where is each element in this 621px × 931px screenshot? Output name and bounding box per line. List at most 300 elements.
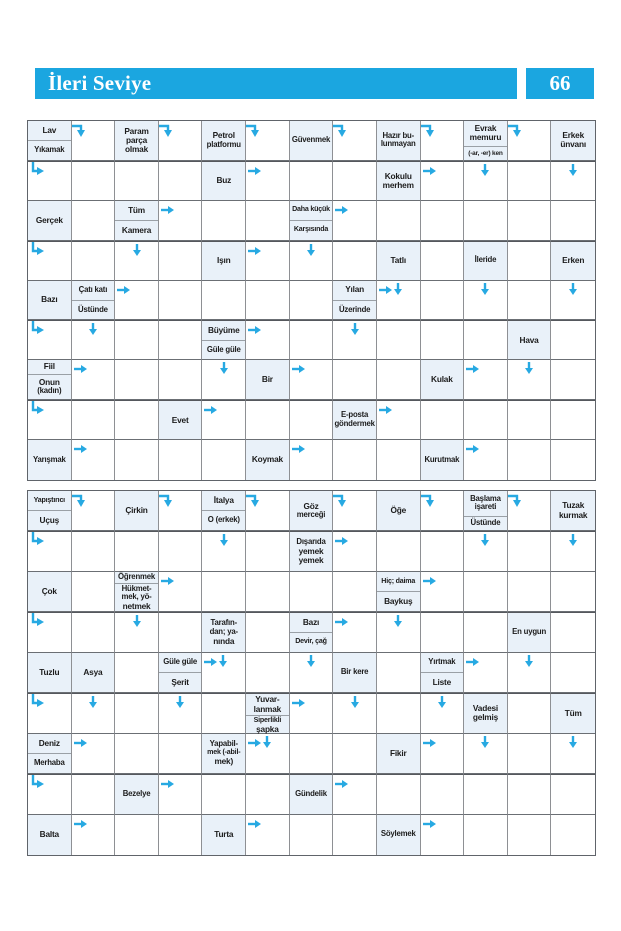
down-arrow-icon — [568, 534, 578, 547]
answer-cell[interactable] — [508, 440, 552, 480]
down-arrow-icon — [88, 323, 98, 336]
answer-cell[interactable] — [551, 734, 595, 774]
clue-text: Buz — [216, 175, 232, 186]
answer-cell[interactable] — [551, 774, 595, 814]
answer-cell[interactable] — [159, 491, 203, 531]
answer-cell[interactable] — [159, 693, 203, 733]
answer-cell[interactable] — [508, 693, 552, 733]
answer-cell[interactable] — [551, 815, 595, 855]
clue-content — [464, 242, 507, 280]
clue-text: Tüm — [115, 201, 158, 221]
clue-content — [115, 201, 158, 240]
clue-text: Güle güle — [206, 344, 241, 354]
down-arrow-icon — [350, 696, 360, 709]
answer-cell[interactable] — [202, 360, 246, 400]
answer-cell[interactable] — [421, 815, 465, 855]
header-bar — [35, 68, 517, 99]
down-arrow-icon — [219, 534, 229, 547]
answer-cell[interactable] — [246, 121, 290, 161]
clue-content — [333, 281, 376, 320]
answer-cell[interactable] — [115, 612, 159, 652]
answer-cell[interactable] — [377, 320, 421, 360]
answer-cell[interactable] — [421, 693, 465, 733]
clue-cell — [421, 653, 465, 693]
answer-cell[interactable] — [377, 201, 421, 241]
answer-cell[interactable] — [72, 440, 116, 480]
clue-content — [421, 653, 464, 692]
answer-cell[interactable] — [421, 612, 465, 652]
answer-cell[interactable] — [159, 121, 203, 161]
clue-cell — [115, 774, 159, 814]
down-arrow-icon — [524, 362, 534, 375]
answer-cell[interactable] — [508, 491, 552, 531]
answer-cell[interactable] — [290, 281, 334, 321]
clue-content — [290, 613, 333, 651]
right-arrow-icon — [423, 738, 437, 748]
clue-cell — [246, 440, 290, 480]
answer-cell[interactable] — [72, 201, 116, 241]
answer-cell[interactable] — [377, 693, 421, 733]
answer-cell[interactable] — [333, 161, 377, 201]
clue-text: Kamera — [121, 224, 152, 235]
clue-text: Baykuş — [384, 596, 413, 607]
answer-cell[interactable] — [246, 201, 290, 241]
clue-cell — [377, 491, 421, 531]
answer-cell[interactable] — [115, 400, 159, 440]
answer-cell[interactable] — [115, 815, 159, 855]
answer-cell[interactable] — [377, 360, 421, 400]
answer-cell[interactable] — [508, 774, 552, 814]
answer-cell[interactable] — [464, 400, 508, 440]
clue-content — [28, 281, 71, 320]
down-arrow-icon — [393, 283, 403, 296]
answer-cell[interactable] — [246, 241, 290, 281]
answer-cell[interactable] — [464, 572, 508, 612]
answer-cell[interactable] — [290, 360, 334, 400]
right-arrow-icon — [292, 444, 306, 454]
clue-text: Yırtmak — [421, 653, 464, 673]
clue-content — [246, 440, 289, 480]
clue-content — [377, 242, 420, 280]
clue-text: Söylemek — [380, 829, 416, 839]
answer-cell[interactable] — [72, 320, 116, 360]
answer-cell[interactable] — [202, 774, 246, 814]
answer-cell[interactable] — [28, 531, 72, 571]
answer-cell[interactable] — [421, 572, 465, 612]
answer-cell[interactable] — [464, 653, 508, 693]
bend-down-right-arrow-icon — [30, 242, 45, 257]
answer-cell[interactable] — [421, 734, 465, 774]
bend-down-right-arrow-icon — [30, 401, 45, 416]
answer-cell[interactable] — [115, 360, 159, 400]
answer-cell[interactable] — [290, 440, 334, 480]
clue-content — [290, 201, 333, 240]
clue-text: Çirkin — [125, 505, 148, 516]
down-arrow-icon — [132, 615, 142, 628]
answer-cell[interactable] — [464, 734, 508, 774]
clue-text: Hükmet- mek, yö- netmek — [121, 583, 152, 612]
answer-cell[interactable] — [464, 774, 508, 814]
answer-cell[interactable] — [464, 281, 508, 321]
clue-text: O (erkek) — [207, 515, 240, 525]
clue-text: Devir, çağ — [295, 637, 327, 646]
answer-cell[interactable] — [464, 612, 508, 652]
answer-cell[interactable] — [377, 612, 421, 652]
answer-cell[interactable] — [333, 774, 377, 814]
answer-cell[interactable] — [290, 572, 334, 612]
clue-content — [202, 321, 245, 359]
right-arrow-icon — [117, 285, 131, 295]
answer-cell[interactable] — [72, 491, 116, 531]
answer-cell[interactable] — [290, 161, 334, 201]
answer-cell[interactable] — [333, 572, 377, 612]
clue-text: İtalya — [202, 491, 245, 511]
clue-content — [202, 242, 245, 280]
answer-cell[interactable] — [159, 531, 203, 571]
answer-cell[interactable] — [159, 815, 203, 855]
answer-cell[interactable] — [246, 281, 290, 321]
answer-cell[interactable] — [508, 121, 552, 161]
answer-cell[interactable] — [508, 572, 552, 612]
answer-cell[interactable] — [551, 400, 595, 440]
bend-right-down-arrow-icon — [72, 123, 87, 138]
answer-cell[interactable] — [115, 281, 159, 321]
answer-cell[interactable] — [508, 201, 552, 241]
answer-cell[interactable] — [421, 531, 465, 571]
clue-text: Tuzak kurmak — [559, 500, 588, 520]
answer-cell[interactable] — [377, 531, 421, 571]
answer-cell[interactable] — [28, 241, 72, 281]
clue-content — [159, 653, 202, 692]
bend-down-right-arrow-icon — [30, 694, 45, 709]
answer-cell[interactable] — [464, 360, 508, 400]
clue-text: Göz merceği — [296, 500, 326, 519]
answer-cell[interactable] — [159, 281, 203, 321]
clue-text: Turta — [214, 829, 234, 840]
answer-cell[interactable] — [333, 531, 377, 571]
answer-cell[interactable] — [202, 201, 246, 241]
answer-cell[interactable] — [551, 320, 595, 360]
clue-text: Daha küçük — [290, 201, 333, 221]
right-arrow-icon — [335, 617, 349, 627]
answer-cell[interactable] — [290, 653, 334, 693]
down-arrow-icon — [437, 696, 447, 709]
clue-cell — [290, 531, 334, 571]
answer-cell[interactable] — [28, 400, 72, 440]
clue-cell — [28, 653, 72, 693]
answer-cell[interactable] — [333, 201, 377, 241]
clue-cell — [28, 572, 72, 612]
answer-cell[interactable] — [464, 440, 508, 480]
bend-right-down-arrow-icon — [246, 123, 261, 138]
answer-cell[interactable] — [28, 320, 72, 360]
answer-cell[interactable] — [246, 491, 290, 531]
clue-text: Siperlikli şapka — [253, 715, 282, 734]
down-arrow-icon — [480, 534, 490, 547]
clue-text: Tarafın- dan; ya- nında — [209, 618, 238, 646]
answer-cell[interactable] — [72, 572, 116, 612]
clue-cell — [508, 320, 552, 360]
answer-cell[interactable] — [115, 440, 159, 480]
bend-right-down-arrow-icon — [246, 493, 261, 508]
answer-cell[interactable] — [159, 201, 203, 241]
answer-cell[interactable] — [551, 161, 595, 201]
right-arrow-icon — [466, 364, 480, 374]
answer-cell[interactable] — [159, 161, 203, 201]
answer-cell[interactable] — [508, 734, 552, 774]
down-arrow-icon — [480, 736, 490, 749]
answer-cell[interactable] — [290, 693, 334, 733]
clue-cell — [246, 693, 290, 733]
answer-cell[interactable] — [333, 491, 377, 531]
down-arrow-icon — [524, 655, 534, 668]
clue-text: Erkek ünvanı — [560, 130, 586, 150]
answer-cell[interactable] — [508, 241, 552, 281]
answer-cell[interactable] — [464, 161, 508, 201]
answer-cell[interactable] — [333, 320, 377, 360]
clue-text: E-posta göndermek — [334, 410, 375, 429]
answer-cell[interactable] — [72, 161, 116, 201]
answer-cell[interactable] — [551, 612, 595, 652]
answer-cell[interactable] — [28, 774, 72, 814]
answer-cell[interactable] — [290, 400, 334, 440]
clue-content — [377, 121, 420, 160]
clue-cell — [28, 734, 72, 774]
answer-cell[interactable] — [464, 531, 508, 571]
right-arrow-icon — [379, 405, 393, 415]
answer-cell[interactable] — [115, 734, 159, 774]
answer-cell[interactable] — [333, 241, 377, 281]
answer-cell[interactable] — [28, 612, 72, 652]
clue-text: Işın — [217, 254, 231, 265]
answer-cell[interactable] — [551, 360, 595, 400]
answer-cell[interactable] — [333, 360, 377, 400]
answer-cell[interactable] — [333, 121, 377, 161]
clue-content — [202, 162, 245, 200]
clue-text: Bazı — [41, 294, 58, 305]
answer-cell[interactable] — [202, 440, 246, 480]
answer-cell[interactable] — [159, 612, 203, 652]
answer-cell[interactable] — [377, 400, 421, 440]
clue-cell — [421, 440, 465, 480]
clue-cell — [377, 241, 421, 281]
clue-cell — [377, 121, 421, 161]
answer-cell[interactable] — [72, 774, 116, 814]
clue-content — [202, 613, 245, 651]
clue-text: Uçuş — [39, 515, 60, 526]
answer-cell[interactable] — [72, 360, 116, 400]
answer-cell[interactable] — [421, 201, 465, 241]
down-arrow-icon — [568, 283, 578, 296]
answer-cell[interactable] — [333, 693, 377, 733]
right-arrow-icon — [248, 738, 262, 748]
answer-cell[interactable] — [551, 572, 595, 612]
answer-cell[interactable] — [333, 815, 377, 855]
clue-text: Üstünde — [78, 304, 108, 314]
answer-cell[interactable] — [246, 531, 290, 571]
clue-text: Yapabil- mek (-abil- mek) — [207, 739, 241, 767]
down-arrow-icon — [393, 615, 403, 628]
bend-right-down-arrow-icon — [72, 493, 87, 508]
answer-cell[interactable] — [333, 734, 377, 774]
clue-cell — [202, 734, 246, 774]
answer-cell[interactable] — [421, 161, 465, 201]
answer-cell[interactable] — [333, 612, 377, 652]
answer-cell[interactable] — [159, 774, 203, 814]
clue-cell — [464, 693, 508, 733]
clue-cell — [202, 491, 246, 531]
clue-cell — [159, 653, 203, 693]
answer-cell[interactable] — [202, 572, 246, 612]
clue-content — [290, 532, 333, 570]
answer-cell[interactable] — [551, 440, 595, 480]
clue-cell — [464, 121, 508, 161]
answer-cell[interactable] — [72, 693, 116, 733]
clue-content — [159, 401, 202, 439]
answer-cell[interactable] — [508, 400, 552, 440]
answer-cell[interactable] — [246, 653, 290, 693]
answer-cell[interactable] — [377, 774, 421, 814]
right-arrow-icon — [248, 819, 262, 829]
right-arrow-icon — [292, 698, 306, 708]
clue-text: Kokulu merhem — [382, 170, 414, 190]
answer-cell[interactable] — [246, 320, 290, 360]
answer-cell[interactable] — [28, 161, 72, 201]
answer-cell[interactable] — [72, 815, 116, 855]
answer-cell[interactable] — [202, 693, 246, 733]
answer-cell[interactable] — [508, 360, 552, 400]
answer-cell[interactable] — [246, 612, 290, 652]
clue-cell — [28, 491, 72, 531]
clue-text: (-ar, -er) ken — [468, 149, 503, 157]
answer-cell[interactable] — [159, 360, 203, 400]
clue-text: Öğe — [390, 505, 406, 516]
answer-cell[interactable] — [72, 734, 116, 774]
clue-text: Merhaba — [33, 758, 65, 768]
clue-content — [202, 121, 245, 160]
answer-cell[interactable] — [421, 241, 465, 281]
answer-cell[interactable] — [464, 320, 508, 360]
answer-cell[interactable] — [421, 400, 465, 440]
clue-cell — [377, 815, 421, 855]
answer-cell[interactable] — [246, 161, 290, 201]
clue-content — [551, 694, 595, 732]
answer-cell[interactable] — [508, 653, 552, 693]
clue-content — [290, 775, 333, 813]
clue-content — [115, 775, 158, 813]
answer-cell[interactable] — [464, 815, 508, 855]
clue-cell — [115, 491, 159, 531]
answer-cell[interactable] — [246, 572, 290, 612]
clue-text: Yapıştırıcı — [28, 491, 71, 511]
answer-cell[interactable] — [115, 693, 159, 733]
answer-cell[interactable] — [115, 241, 159, 281]
answer-cell[interactable] — [115, 161, 159, 201]
answer-cell[interactable] — [202, 400, 246, 440]
answer-cell[interactable] — [115, 531, 159, 571]
answer-cell[interactable] — [421, 121, 465, 161]
answer-cell[interactable] — [202, 653, 246, 693]
answer-cell[interactable] — [72, 400, 116, 440]
down-arrow-icon — [306, 244, 316, 257]
right-arrow-icon — [248, 246, 262, 256]
clue-text: İleride — [474, 255, 497, 265]
answer-cell[interactable] — [202, 531, 246, 571]
answer-cell[interactable] — [551, 653, 595, 693]
answer-cell[interactable] — [115, 320, 159, 360]
answer-cell[interactable] — [377, 653, 421, 693]
clue-text: Erken — [562, 254, 585, 265]
clue-text: Fikir — [389, 747, 407, 758]
clue-text: Onun (kadın) — [37, 376, 62, 396]
answer-cell[interactable] — [290, 320, 334, 360]
answer-cell[interactable] — [72, 241, 116, 281]
answer-cell[interactable] — [508, 161, 552, 201]
answer-cell[interactable] — [246, 815, 290, 855]
answer-cell[interactable] — [377, 440, 421, 480]
bend-down-right-arrow-icon — [30, 532, 45, 547]
down-arrow-icon — [306, 655, 316, 668]
clue-content — [28, 572, 71, 611]
clue-text: Karşısında — [293, 225, 329, 234]
answer-cell[interactable] — [246, 734, 290, 774]
clue-cell — [159, 400, 203, 440]
answer-cell[interactable] — [246, 774, 290, 814]
answer-cell[interactable] — [377, 281, 421, 321]
answer-cell[interactable] — [202, 281, 246, 321]
answer-cell[interactable] — [290, 815, 334, 855]
answer-cell[interactable] — [72, 612, 116, 652]
answer-cell[interactable] — [159, 734, 203, 774]
answer-cell[interactable] — [159, 320, 203, 360]
answer-cell[interactable] — [508, 815, 552, 855]
answer-cell[interactable] — [551, 531, 595, 571]
answer-cell[interactable] — [290, 734, 334, 774]
down-arrow-icon — [219, 362, 229, 375]
answer-cell[interactable] — [551, 281, 595, 321]
answer-cell[interactable] — [290, 241, 334, 281]
right-arrow-icon — [74, 819, 88, 829]
clue-content — [115, 572, 158, 611]
answer-cell[interactable] — [421, 774, 465, 814]
answer-cell[interactable] — [159, 241, 203, 281]
answer-cell[interactable] — [551, 201, 595, 241]
answer-cell[interactable] — [508, 531, 552, 571]
clue-content — [551, 242, 595, 280]
answer-cell[interactable] — [72, 121, 116, 161]
clue-content — [28, 121, 71, 160]
bend-down-right-arrow-icon — [30, 321, 45, 336]
clue-content — [28, 734, 71, 773]
answer-cell[interactable] — [333, 440, 377, 480]
right-arrow-icon — [335, 536, 349, 546]
answer-cell[interactable] — [115, 653, 159, 693]
answer-cell[interactable] — [508, 281, 552, 321]
answer-cell[interactable] — [28, 693, 72, 733]
answer-cell[interactable] — [159, 572, 203, 612]
answer-cell[interactable] — [246, 400, 290, 440]
clue-cell — [464, 491, 508, 531]
answer-cell[interactable] — [421, 320, 465, 360]
answer-cell[interactable] — [421, 281, 465, 321]
answer-cell[interactable] — [72, 531, 116, 571]
down-arrow-icon — [568, 736, 578, 749]
clue-text: Koymak — [251, 454, 283, 465]
answer-cell[interactable] — [464, 201, 508, 241]
clue-text: Çatı katı — [72, 281, 115, 301]
answer-cell[interactable] — [421, 491, 465, 531]
answer-cell[interactable] — [159, 440, 203, 480]
